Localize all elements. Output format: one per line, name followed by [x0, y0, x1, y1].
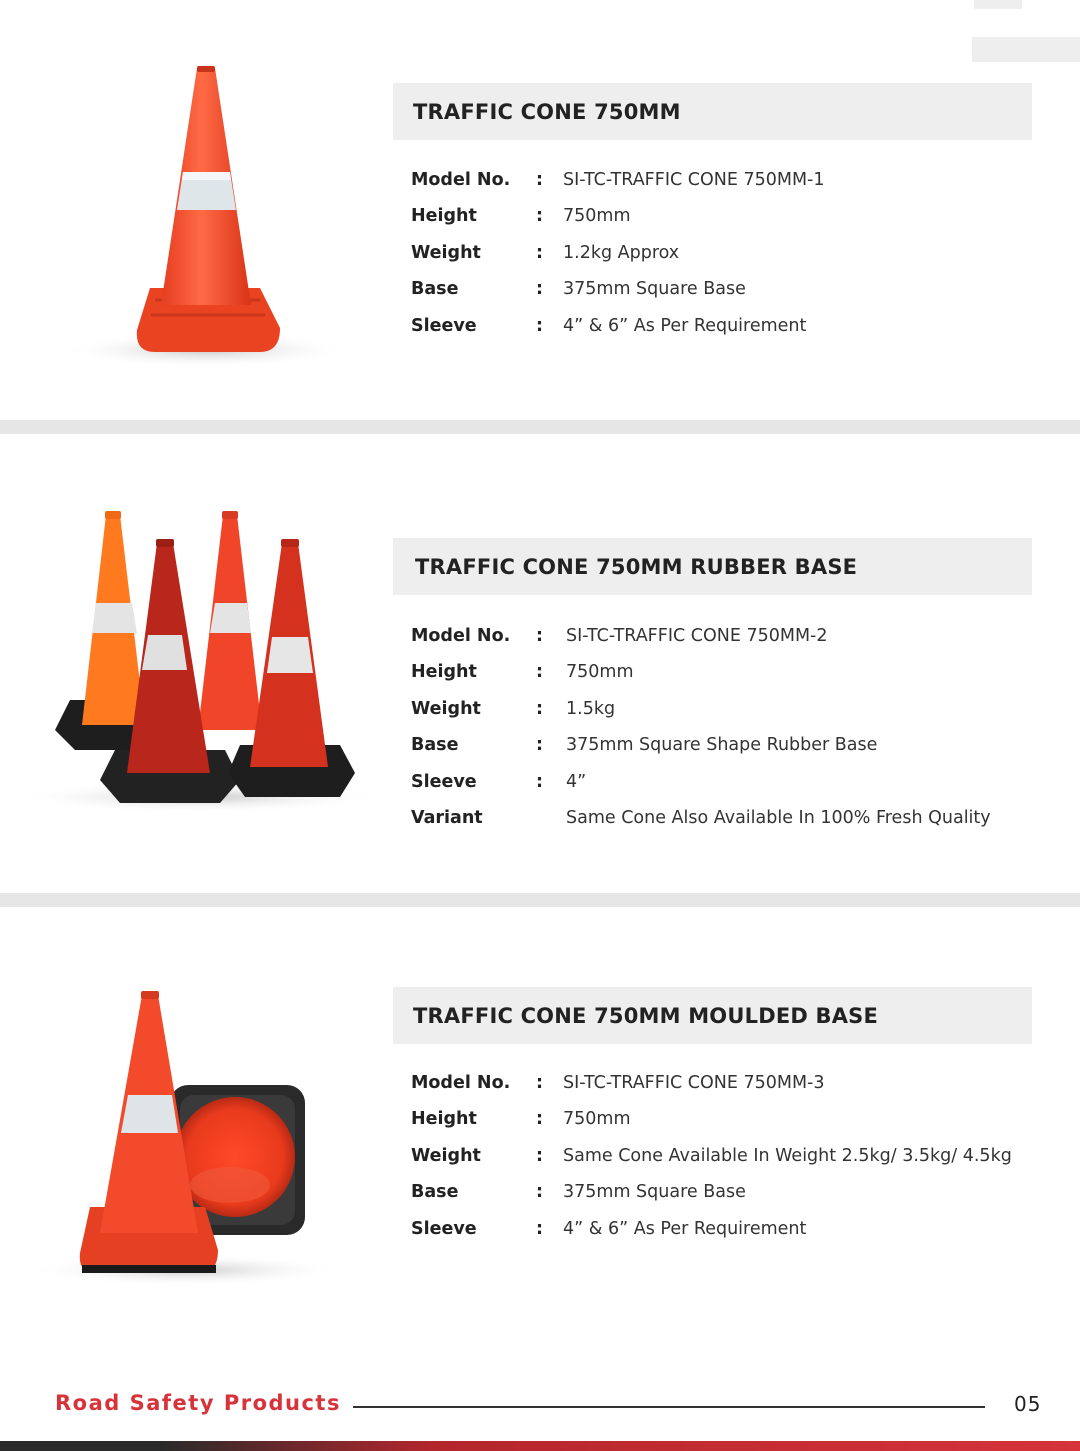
- page-number: 05: [1014, 1392, 1042, 1416]
- spec-label: Sleeve: [411, 1218, 477, 1239]
- spec-row-model: [411, 626, 1051, 662]
- spec-row-sleeve: [411, 316, 1051, 352]
- spec-value: Same Cone Available In Weight 2.5kg/ 3.5kg/ 4.5kg: [563, 1145, 1012, 1166]
- corner-tab-top: [974, 0, 1022, 9]
- product-title: TRAFFIC CONE 750MM: [413, 99, 681, 124]
- spec-row-height: [411, 1109, 1051, 1145]
- spec-value: 1.5kg: [566, 698, 616, 719]
- spec-row-base: [411, 1182, 1051, 1218]
- spec-label: Height: [411, 206, 477, 227]
- spec-row-model: [411, 170, 1051, 206]
- spec-colon: :: [536, 242, 543, 263]
- spec-colon: :: [536, 279, 543, 300]
- spec-row-model: [411, 1073, 1051, 1109]
- product-title-bar: [393, 538, 1032, 595]
- spec-row-base: [411, 735, 1051, 771]
- spec-row-base: [411, 279, 1051, 315]
- spec-row-variant: [411, 808, 1051, 844]
- spec-value: 375mm Square Shape Rubber Base: [566, 735, 878, 756]
- spec-row-weight: [411, 1146, 1051, 1182]
- section-divider: [0, 420, 1080, 434]
- spec-table: [411, 170, 1051, 352]
- spec-label: Sleeve: [411, 771, 477, 792]
- spec-colon: :: [536, 1182, 543, 1203]
- traffic-cones-group-icon: [10, 505, 395, 815]
- spec-colon: :: [536, 206, 543, 227]
- spec-colon: :: [536, 1109, 543, 1130]
- product-title-bar: [393, 987, 1032, 1044]
- spec-value: SI-TC-TRAFFIC CONE 750MM-2: [566, 626, 828, 646]
- bottom-band: [0, 1441, 1080, 1451]
- spec-label: Weight: [411, 698, 481, 719]
- spec-label: Base: [411, 1182, 459, 1203]
- spec-row-weight: [411, 243, 1051, 279]
- spec-label: Base: [411, 735, 459, 756]
- spec-value: 375mm Square Base: [563, 279, 746, 300]
- spec-label: Base: [411, 279, 459, 300]
- spec-row-height: [411, 206, 1051, 242]
- spec-label: Model No.: [411, 626, 511, 646]
- spec-row-sleeve: [411, 772, 1051, 808]
- spec-value: Same Cone Also Available In 100% Fresh Quality: [566, 807, 991, 828]
- spec-value: 750mm: [563, 206, 631, 227]
- spec-colon: :: [536, 771, 543, 792]
- traffic-cone-moulded-base-icon: [20, 985, 360, 1290]
- spec-colon: :: [536, 315, 543, 336]
- spec-label: Height: [411, 662, 477, 683]
- spec-row-sleeve: [411, 1219, 1051, 1255]
- spec-value: SI-TC-TRAFFIC CONE 750MM-1: [563, 170, 825, 190]
- product-title-bar: [393, 83, 1032, 140]
- spec-label: Weight: [411, 1145, 481, 1166]
- product-title: TRAFFIC CONE 750MM RUBBER BASE: [415, 554, 858, 579]
- spec-colon: :: [536, 1218, 543, 1239]
- footer-brand: Road Safety Products: [55, 1391, 341, 1415]
- section-divider: [0, 893, 1080, 907]
- spec-row-height: [411, 662, 1051, 698]
- spec-value: 375mm Square Base: [563, 1182, 746, 1203]
- spec-colon: :: [536, 170, 543, 190]
- spec-colon: :: [536, 1073, 543, 1093]
- spec-colon: :: [536, 662, 543, 683]
- traffic-cone-icon: [55, 60, 355, 370]
- spec-colon: :: [536, 698, 543, 719]
- spec-label: Variant: [411, 807, 483, 828]
- corner-tab-bottom: [972, 37, 1080, 62]
- spec-value: 750mm: [566, 662, 634, 683]
- spec-value: 750mm: [563, 1109, 631, 1130]
- spec-table: [411, 626, 1051, 844]
- spec-value: 1.2kg Approx: [563, 242, 680, 263]
- spec-colon: :: [536, 1145, 543, 1166]
- spec-label: Sleeve: [411, 315, 477, 336]
- spec-row-weight: [411, 699, 1051, 735]
- spec-colon: :: [536, 626, 543, 646]
- spec-value: 4” & 6” As Per Requirement: [563, 315, 807, 336]
- spec-value: SI-TC-TRAFFIC CONE 750MM-3: [563, 1073, 825, 1093]
- spec-label: Weight: [411, 242, 481, 263]
- footer-rule: [353, 1406, 985, 1408]
- spec-table: [411, 1073, 1051, 1255]
- spec-label: Model No.: [411, 1073, 511, 1093]
- spec-value: 4”: [566, 771, 587, 792]
- spec-label: Height: [411, 1109, 477, 1130]
- spec-label: Model No.: [411, 170, 511, 190]
- spec-value: 4” & 6” As Per Requirement: [563, 1218, 807, 1239]
- spec-colon: :: [536, 735, 543, 756]
- product-title: TRAFFIC CONE 750MM MOULDED BASE: [413, 1003, 879, 1028]
